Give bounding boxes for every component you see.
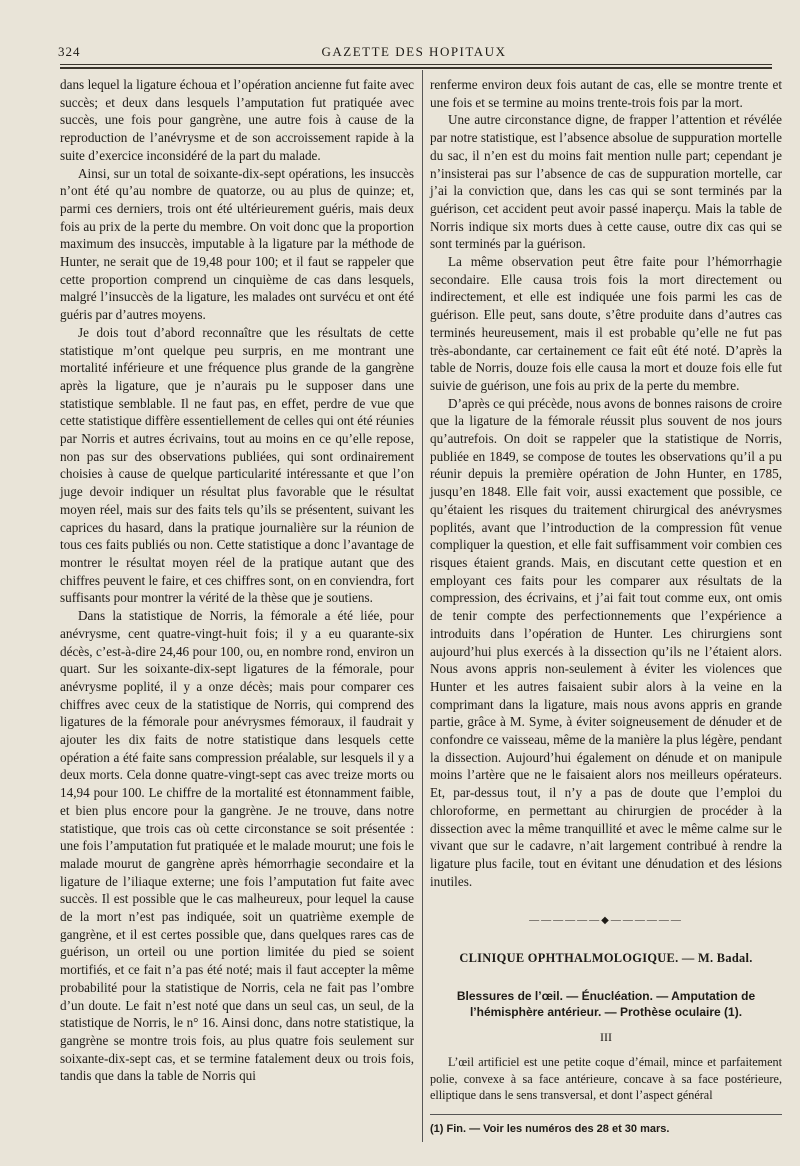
section-separator: ——————◆—————— (529, 915, 683, 927)
section-body (430, 1054, 782, 1104)
header-rule (60, 64, 772, 65)
journal-title: GAZETTE DES HOPITAUX (321, 44, 507, 59)
column-divider (422, 70, 423, 1142)
paragraph: renferme environ deux fois autant de cas, elle se montre trente et une fois et se termine au moins trente-trois fois par la mort. (430, 77, 782, 110)
paragraph: L’œil artificiel est une petite coque d’émail, mince et parfaitement polie, convexe à sa face antérieure, concave à sa face postérieure, elliptique dans le sens transversal, et dont l’aspect général (430, 1055, 782, 1103)
section-title: CLINIQUE OPHTHALMOLOGIQUE. — M. Badal. (459, 951, 753, 966)
section-part-number: III (600, 1029, 612, 1044)
paragraph: Une autre circonstance digne, de frapper l’attention et révélée par notre statistique, est l’absence absolue de suppuration mortelle du sac, il n’en est du moins fait mention nulle part; cependant je n’insisterai pas sur l’absence de cas de suppuration mortelle, car j’ai la conviction que, dans les cas qui se sont terminés par la guérison, cet accident peut avoir passé inaperçu. Mais la table de Norris indique six morts dues à cette cause, outre dix cas qui se sont terminés par la guérison. (430, 112, 782, 252)
page-header (58, 44, 770, 66)
header-rule-thick (60, 67, 772, 69)
footnote-rule (430, 1114, 782, 1115)
right-column (430, 76, 782, 1139)
paragraph: La même observation peut être faite pour l’hémorrhagie secondaire. Elle causa trois fois la mort directement ou indirectement, et elle est indiquée une fois parmi les cas de guérison. Elle peut, sans doute, s’être produite dans d’autres cas terminés heureusement, mais il est probable qu’elle ne fut pas très-abondante, car certainement ce fait eût été noté. D’après la table de Norris, douze fois elle causa la mort et douze fois elle fut suivie de guérison, une fois au prix de la perte du membre. (430, 254, 782, 393)
paragraph: dans lequel la ligature échoua et l’opération ancienne fut faite avec succès; et deux dans lesquels l’amputation fut pratiquée avec succès, une fois pour gangrène, une autre fois à cause de la reproduction de l’anévrysme et de son accroissement rapide à la suite d’exercice inconsidéré de la part du malade. (60, 77, 414, 163)
footnote: (1) Fin. — Voir les numéros des 28 et 30 mars. (430, 1122, 670, 1135)
paragraph: Dans la statistique de Norris, la fémorale a été liée, pour anévrysme, cent quatre-vingt-huit fois; il y a eu quarante-six décès, c’est-à-dire 24,46 pour 100, ou, en nombre rond, environ un quart. Sur les soixante-dix-sept ligatures de la fémorale, pour anévrysme poplité, il y a onze décès; mais pour comparer ces chiffres avec ceux de la statistique de Norris, qui comprend des ligatures de la fémorale pour anévrysmes fémoraux, il faudrait y ajouter les dix faits de notre statistique dans lesquels cette opération a été faite sans compression préalable, sur lesquels il y a deux morts. Cela donne quatre-vingt-sept cas avec treize morts ou 14,94 pour 100. Le chiffre de la mortalité est étonnamment faible, et bien plus encore pour la gangrène. Je ne trouve, dans notre statistique, que trois cas où cette circonstance se soit présentée : une fois l’amputation fut pratiquée et le malade mourut; une fois le malade mourut de gangrène après hémorrhagie secondaire et la ligature de l’iliaque externe; une fois l’amputation fut faite avec succès. Il est possible que le cas malheureux, pour lequel la cause de la mort n’est pas indiquée, soit un quatrième exemple de gangrène, et il est certes possible que, dans quelques rares cas de guérison, un orteil ou une portion limitée du pied se soient mortifiés, et ce fait n’a pas été noté; mais il faut accepter la même probabilité pour la statistique de Norris, cela ne fait pas l’ombre d’un doute. Le fait n’est noté que dans un seul cas, un seul, de la statistique de Norris, le n° 16. Ainsi donc, dans notre statistique, la gangrène se montre trois fois, au plus quatre fois seulement sur soixante-dix-sept cas, et se termine fatalement deux ou trois fois, tandis que dans la table de Norris qui (60, 608, 414, 1084)
left-column (60, 76, 414, 1085)
section-subtitle: Blessures de l’œil. — Énucléation. — Amputation de l’hémisphère antérieur. — Prothèse oculaire (1). (456, 988, 756, 1020)
paragraph: Ainsi, sur un total de soixante-dix-sept opérations, les insuccès n’ont été qu’au nombre de quatorze, ou au plus de quinze; et, parmi ces derniers, trois ont été ultérieurement guéris, mais deux fois au prix de la perte du membre. On voit donc que la proportion maximum des insuccès, imputable à la ligature par la méthode de Hunter, ne serait que de 19,48 pour 100; et il faut se rappeler que cette proportion comprend un cinquième de cas dans lesquels, malgré l’insuccès de la ligature, les malades ont survécu et ont été guéris par d’autres moyens. (60, 165, 414, 323)
paragraph: Je dois tout d’abord reconnaître que les résultats de cette statistique m’ont quelque peu surpris, en me montrant une mortalité inférieure et une fréquence plus grande de la gangrène après la ligature, que je n’aurais pu le supposer dans une statistique semblable. Il ne faut pas, en effet, perdre de vue que cette statistique diffère essentiellement de celles qui ont été réunies par Norris et autres écrivains, tout au moins en ce qu’elle repose, non pas sur des observations publiées, qui sont ordinairement choisies à cause de quelque particularité intéressante et que l’on juge devoir indiquer un résultat plus favorable que le résultat moyen réel, mais sur des faits tels qu’ils se présentent, suivant les caprices du hasard, dans la pratique journalière sur la réunion de tous ces faits publiés ou non. Cette statistique a donc l’avantage de montrer le résultat moyen réel de la pratique autant que des chiffres peuvent le faire, et ces chiffres sont, on en conviendra, fort suffisants pour montrer la vérité de la thèse que je soutiens. (60, 324, 414, 606)
paragraph: D’après ce qui précède, nous avons de bonnes raisons de croire que la ligature de la fémorale réussit plus souvent de nos jours qu’autrefois. On doit se rappeler que la statistique de Norris, publiée en 1849, se compose de toutes les observations qu’il a pu réunir depuis la première opération de John Hunter, en 1785, jusqu’en 1848. Elle fait voir, aussi exactement que possible, ce qu’étaient les risques du traitement chirurgical des anévrysmes poplités, avant que l’introduction de la compression fût venue compliquer la question, et elle fait suffisamment voir combien ces risques étaient grands. Mais, en discutant cette question et en employant ces faits pour les comparer aux résultats de la compression, des écrivains, et j’ai fait tout comme eux, ont omis de tenir compte des perfectionnements que l’expérience a introduits dans l’opération de Hunter. Les chirurgiens sont aujourd’hui plus exercés à la dissection qu’ils ne l’étaient alors. Nous avons appris non-seulement à éviter les violences que Hunter et les autres faisaient subir alors à la veine en la comprimant dans la ligature, mais nous avons appris en grande partie, grâce à M. Syme, à éviter soigneusement de dénuder et de confondre ce vaisseau, même de la manière la plus légère, pendant la dissection. Aujourd’hui également on dénude et on manipule moins l’artère que ne le faisaient alors nos meilleurs opérateurs. Et, par-dessus tout, il n’y a pas de doute que l’emploi du chloroforme, en permettant au chirurgien de procéder à la dissection avec la même tranquillité et avec le même calme sur le vivant que sur le cadavre, n’ait largement contribué à rendre la ligature plus facile, tout en évitant une dénudation et des lésions inutiles. (430, 395, 782, 889)
page-number: 324 (58, 44, 81, 59)
